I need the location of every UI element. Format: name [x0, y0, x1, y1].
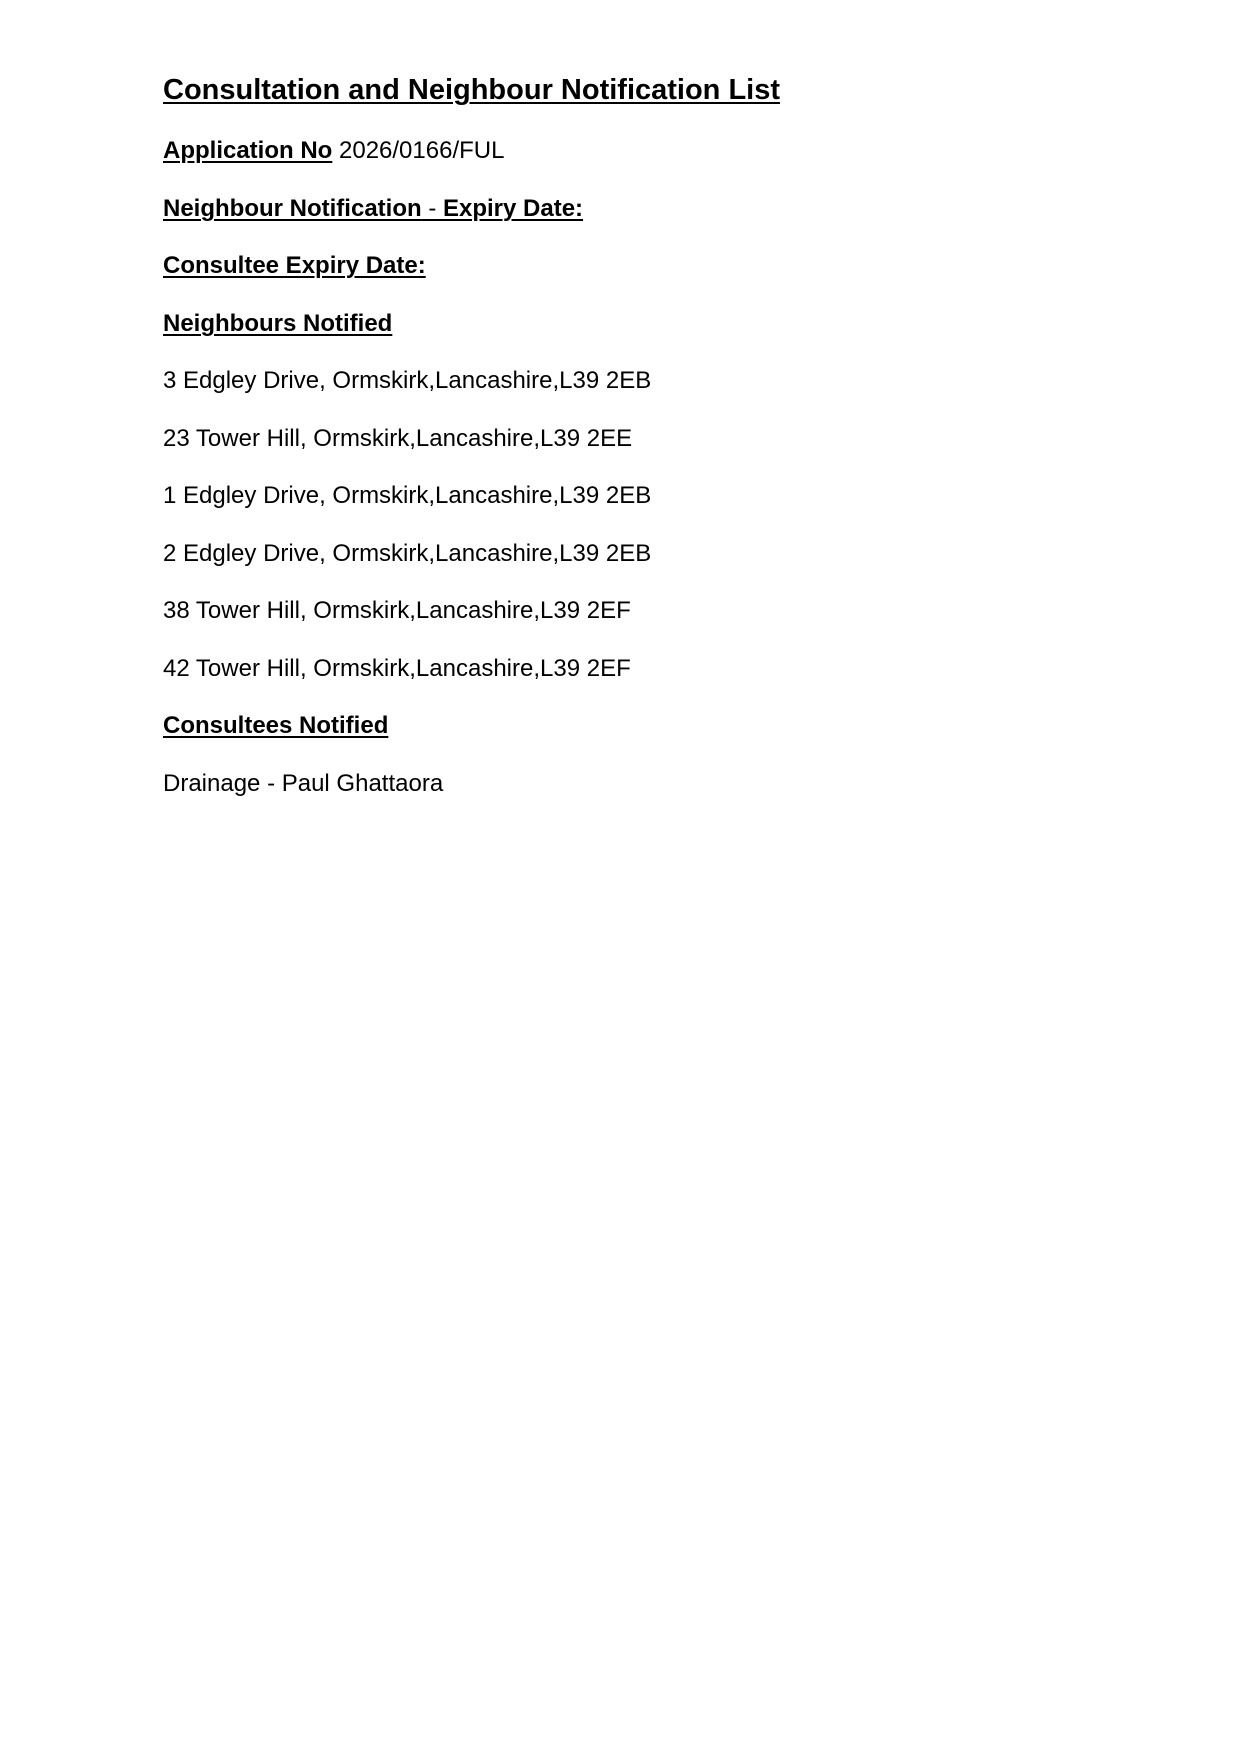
neighbour-notification-expiry-row: [163, 195, 583, 223]
neighbour-notification-separator: -: [421, 195, 443, 222]
neighbour-address: 23 Tower Hill, Ormskirk,Lancashire,L39 2EE: [163, 425, 633, 452]
consultee-expiry-date-label: Consultee Expiry Date:: [163, 252, 426, 279]
neighbour-address: 1 Edgley Drive, Ormskirk,Lancashire,L39 2EB: [163, 482, 652, 509]
neighbours-notified-heading: Neighbours Notified: [163, 310, 393, 337]
application-number-row: [163, 137, 504, 165]
consultee-expiry-row: [163, 252, 426, 280]
neighbours-notified-heading-row: [163, 310, 392, 338]
neighbour-address: 42 Tower Hill, Ormskirk,Lancashire,L39 2EF: [163, 655, 631, 682]
consultees-notified-heading: Consultees Notified: [163, 712, 389, 739]
consultee-item: Drainage - Paul Ghattaora: [163, 770, 444, 797]
neighbour-address: 38 Tower Hill, Ormskirk,Lancashire,L39 2EF: [163, 597, 631, 624]
neighbour-address: 3 Edgley Drive, Ormskirk,Lancashire,L39 2EB: [163, 367, 652, 394]
application-number-label: Application No: [163, 137, 333, 164]
application-number-value: 2026/0166/FUL: [339, 137, 505, 164]
consultees-notified-heading-row: [163, 712, 388, 740]
neighbour-expiry-date-label: Expiry Date:: [442, 195, 584, 222]
neighbour-notification-label: Neighbour Notification: [163, 195, 422, 222]
page-title: Consultation and Neighbour Notification List: [163, 74, 781, 106]
neighbour-address: 2 Edgley Drive, Ormskirk,Lancashire,L39 2EB: [163, 540, 652, 567]
